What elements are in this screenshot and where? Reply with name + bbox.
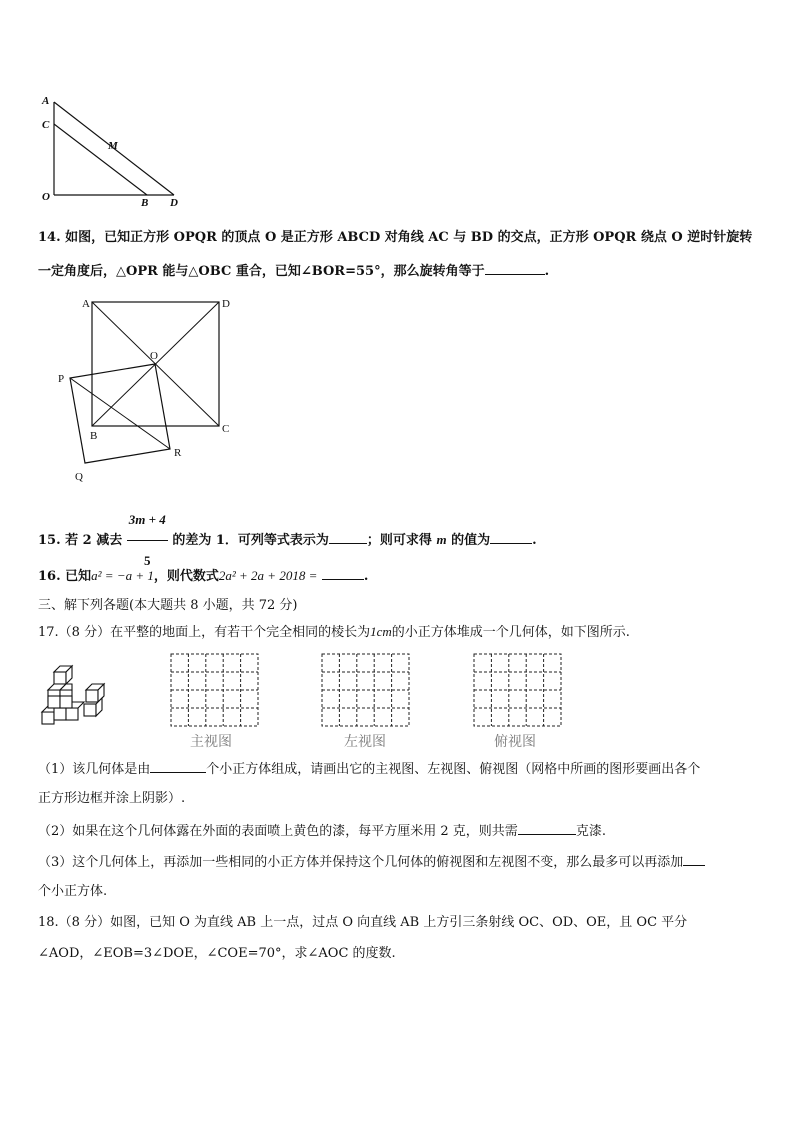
q17-part3-text: （3）这个几何体上，再添加一些相同的小正方体并保持这个几何体的俯视图和左视图不变，那么最多可以再添加 [38, 855, 684, 870]
q17-part2-text: （2）如果在这个几何体露在外面的表面喷上黄色的漆，每平方厘米用 2 克，则共需 [38, 824, 518, 839]
q15-variable: m [436, 532, 447, 547]
q14-line2-text: 一定角度后，△OPR 能与△OBC 重合，已知∠BOR=55°，那么旋转角等于 [38, 264, 485, 279]
label-o: O [42, 191, 50, 203]
segment-cb [54, 124, 147, 195]
section-header: 三、解下列各题(本大题共 8 小题，共 72 分) [38, 598, 298, 613]
label-m: M [108, 140, 118, 152]
q16-condition: a² = −a + 1 [91, 568, 154, 583]
q18-line1: 18.（8 分）如图，已知 O 为直线 AB 上一点，过点 O 向直线 AB 上方引三条射线 OC、OD、OE，且 OC 平分 [38, 915, 688, 930]
label-p: P [58, 373, 65, 385]
q17-part1-line1 [38, 760, 700, 778]
q17-part3-line2: 个小正方体. [38, 884, 108, 899]
q17-intro-text: 17.（8 分）在平整的地面上，有若干个完全相同的棱长为 [38, 625, 371, 640]
q15-fraction-numerator: 3m + 4 [127, 500, 168, 541]
front-view-grid[interactable] [170, 653, 260, 728]
caption-left-view: 左视图 [344, 734, 386, 750]
rotated-squares-figure [50, 290, 250, 490]
q17-intro-text2: 的小正方体堆成一个几何体，如下图所示. [391, 625, 630, 640]
label-c: C [42, 119, 50, 131]
caption-top-view: 俯视图 [494, 734, 536, 750]
q17-part1-text2: 个小正方体组成，请画出它的主视图、左视图、俯视图（网格中所画的图形要画出各个 [206, 762, 701, 777]
q17-paint-blank[interactable] [518, 822, 576, 835]
label-d: D [222, 298, 230, 310]
label-a: A [82, 298, 90, 310]
q16-expression: 2a² + 2a + 2018 = [218, 568, 318, 583]
label-o: O [150, 350, 158, 362]
q17-intro [38, 624, 630, 641]
label-q: Q [75, 471, 83, 483]
q14-period: . [544, 264, 550, 279]
q17-part3-line1 [38, 853, 705, 871]
q16-mid: ，则代数式 [153, 569, 219, 584]
label-c: C [222, 423, 230, 435]
q17-part1-text: （1）该几何体是由 [38, 762, 151, 777]
q16 [38, 567, 368, 585]
q15-period: . [532, 533, 537, 548]
label-b: B [141, 197, 149, 209]
q17-unit: 1cm [370, 624, 392, 639]
q17-part2 [38, 822, 606, 840]
top-view-grid[interactable] [473, 653, 563, 728]
cube-stack-figure [40, 660, 115, 740]
q15-text-mid3: 的值为 [451, 533, 491, 548]
q16-answer-blank[interactable] [322, 567, 364, 580]
q17-part2-text2: 克漆. [575, 824, 606, 839]
triangle-figure [36, 88, 186, 210]
label-b: B [90, 430, 98, 442]
q15-equation-blank[interactable] [329, 531, 367, 544]
q17-add-blank[interactable] [683, 853, 705, 866]
q14-line2 [38, 262, 549, 280]
label-a: A [42, 95, 50, 107]
q15-text-mid: 的差为 1．可列等式表示为 [172, 533, 329, 548]
label-r: R [174, 447, 182, 459]
q17-part1-line2: 正方形边框并涂上阴影）. [38, 791, 186, 806]
q15-fraction-denominator: 5 [144, 553, 151, 568]
q14-answer-blank[interactable] [485, 262, 545, 275]
q18-line2: ∠AOD，∠EOB=3∠DOE，∠COE=70°，求∠AOC 的度数. [38, 946, 396, 961]
segment-pr [70, 378, 170, 449]
label-d: D [170, 197, 178, 209]
q15-value-blank[interactable] [490, 531, 532, 544]
q14-line1: 14. 如图，已知正方形 OPQR 的顶点 O 是正方形 ABCD 对角线 AC 与 BD 的交点，正方形 OPQR 绕点 O 逆时针旋转 [38, 230, 753, 245]
q15-prefix: 15. 若 2 减去 [38, 533, 123, 548]
q17-count-blank[interactable] [150, 760, 206, 773]
left-view-grid[interactable] [321, 653, 411, 728]
q16-prefix: 16. 已知 [38, 569, 92, 584]
q16-period: . [363, 569, 369, 584]
q15-text-mid2: ；则可求得 [366, 533, 432, 548]
caption-front-view: 主视图 [190, 734, 232, 750]
